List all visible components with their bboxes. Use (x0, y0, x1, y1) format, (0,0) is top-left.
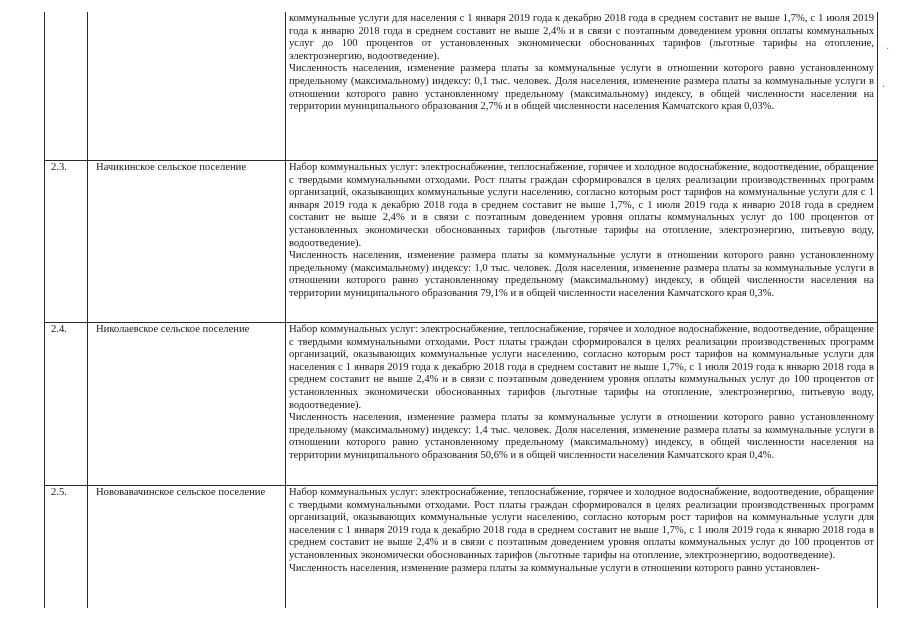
municipality-name: Николаевское сельское поселение (88, 323, 286, 486)
municipality-name (88, 12, 286, 161)
description-cell (286, 486, 878, 609)
municipality-name: Нововавачинское сельское поселение (88, 486, 286, 609)
row-number: 2.5. (45, 486, 88, 609)
table-row (45, 12, 878, 161)
description-paragraph: Набор коммунальных услуг: электроснабжение, теплоснабжение, горячее и холодное водоснабжение, водоотведение, обращение с твердыми коммунальными отходами. Рост платы граждан сформировался в целях реализации производственных программ организаций, оказывающих коммунальные услуги населению, согласно которым рост тарифов на коммунальные услуги для населения с 1 января 2019 года к декабрю 2018 года в среднем составит не выше 1,7%, с 1 июля 2019 года к январю 2018 года в среднем составит не выше 2,4% и в связи с поэтапным доведением уровня оплаты коммунальных услуг до 100 процентов от установленных экономически обоснованных тарифов (льготные тарифы на отопление, электроэнергию, водоотведение). (289, 487, 874, 561)
scan-speck: · (886, 44, 890, 55)
description-paragraph: Численность населения, изменение размера платы за коммунальные услуги в отношении которого равно установлен- (289, 562, 820, 574)
tariff-table (44, 12, 878, 608)
description-paragraph: Численность населения, изменение размера платы за коммунальные услуги в отношении которого равно установленному предельному (максимальному) индексу: 1,4 тыс. человек. Доля населения, изменение размера платы за коммунальные услуги в отношении которого равно установленному предельному (максимальному) индексу, в общей численности населения на территории муниципального образования 50,6% и в общей численности населения Камчатского края 0,4%. (289, 412, 874, 461)
description-paragraph: Численность населения, изменение размера платы за коммунальные услуги в отношении которого равно установленному предельному (максимальному) индексу: 0,1 тыс. человек. Доля населения, изменение размера платы за коммунальные услуги в отношении которого равно установленному предельному (максимальному) индексу, в общей численности населения на территории муниципального образования 2,7% и в общей численности населения Камчатского края 0,03%. (289, 63, 874, 113)
table-row (45, 323, 878, 486)
description-paragraph: Набор коммунальных услуг: электроснабжение, теплоснабжение, горячее и холодное водоснабжение, водоотведение, обращение с твердыми коммунальными отходами. Рост платы граждан сформировался в целях реализации производственных программ организаций, оказывающих коммунальные услуги населению, согласно которым рост тарифов на коммунальные услуги для населения с 1 января 2019 года к декабрю 2018 года в среднем составит не выше 1,7%, с 1 июля 2019 года к январю 2018 года в среднем составит не выше 2,4% и в связи с поэтапным доведением уровня оплаты коммунальных услуг до 100 процентов от установленных экономически обоснованных тарифов (льготные тарифы на отопление, электроэнергию, питьевую воду, водоотведение). (289, 324, 874, 411)
description-cell (286, 323, 878, 486)
description-paragraph: Набор коммунальных услуг: электроснабжение, теплоснабжение, горячее и холодное водоснабжение, водоотведение, обращение с твердыми коммунальными отходами. Рост платы граждан сформировался в целях реализации производственных программ организаций, оказывающих коммунальные услуги населению, согласно которым рост тарифов на коммунальные услуги для с 1 января 2019 года к декабрю 2018 года в среднем составит не выше 1,7%, с 1 июля 2019 года к январю 2018 года в среднем составит не выше 2,4% и в связи с поэтапным доведением уровня оплаты коммунальных услуг до 100 процентов от установленных экономически обоснованных тарифов (льготные тарифы на отопление, электроэнергию, питьевую воду, водоотведение). (289, 162, 874, 249)
row-number (45, 12, 88, 161)
description-cell (286, 12, 878, 161)
description-paragraph: коммунальные услуги для населения с 1 января 2019 года к декабрю 2018 года в среднем составит не выше 1,7%, с 1 июля 2019 года к январю 2018 года в среднем составит не выше 2,4% и в связи с поэтапным доведением уровня оплаты коммунальных услуг до 100 процентов от установленных экономически обоснованных тарифов (льготные тарифы на отопление, электроэнергию, водоотведение). (289, 13, 874, 62)
description-paragraph: Численность населения, изменение размера платы за коммунальные услуги в отношении которого равно установленному предельному (максимальному) индексу: 1,0 тыс. человек. Доля населения, изменение размера платы за коммунальные услуги в отношении которого равно установленному предельному (максимальному) индексу, в общей численности населения на территории муниципального образования 79,1% и в общей численности населения Камчатского края 0,3%. (289, 250, 874, 299)
row-number: 2.4. (45, 323, 88, 486)
document-page (44, 12, 878, 608)
table-row (45, 486, 878, 609)
scan-speck: · (882, 82, 886, 93)
description-cell (286, 161, 878, 323)
municipality-name: Начикинское сельское поселение (88, 161, 286, 323)
table-row (45, 161, 878, 323)
row-number: 2.3. (45, 161, 88, 323)
description-clip (289, 487, 874, 597)
